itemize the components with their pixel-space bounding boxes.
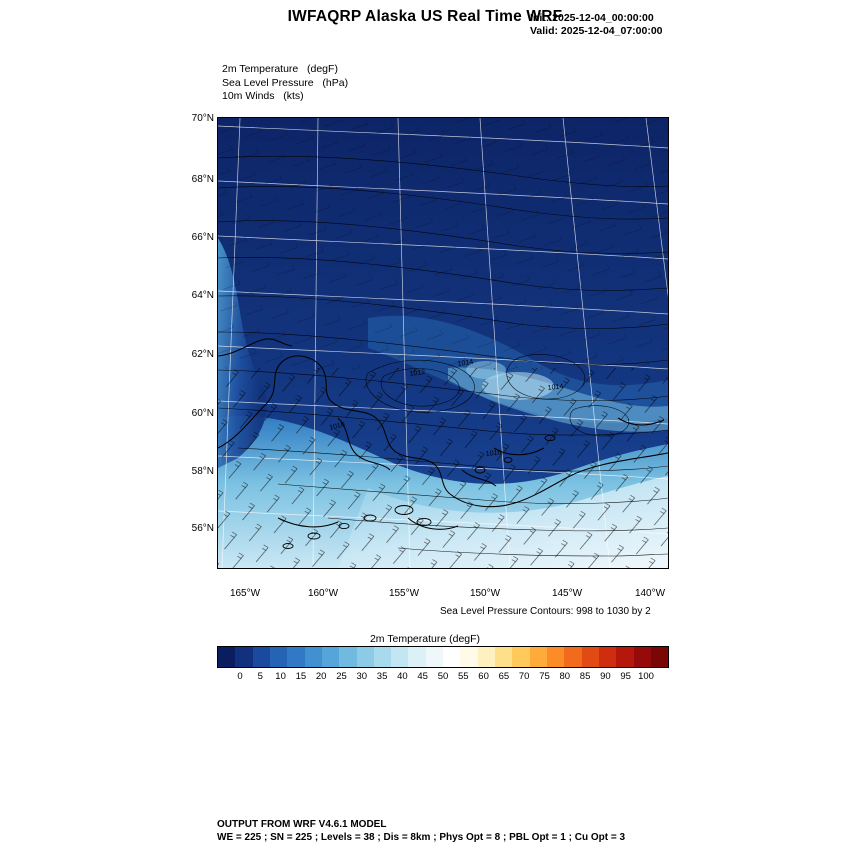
ylabel-62N: 62°N xyxy=(191,349,214,360)
colorbar-swatch xyxy=(512,647,529,667)
colorbar-swatch xyxy=(322,647,339,667)
colorbar-tick: 90 xyxy=(600,671,611,682)
colorbar-swatch xyxy=(426,647,443,667)
ylabel-64N: 64°N xyxy=(191,290,214,301)
valid-time: Valid: 2025-12-04_07:00:00 xyxy=(530,25,663,37)
colorbar-tick: 95 xyxy=(620,671,631,682)
field-temperature: 2m Temperature (degF) xyxy=(222,63,338,75)
colorbar xyxy=(217,646,669,668)
colorbar-swatch xyxy=(460,647,477,667)
colorbar-swatch xyxy=(651,647,668,667)
colorbar-swatch xyxy=(634,647,651,667)
colorbar-swatch xyxy=(599,647,616,667)
colorbar-swatch xyxy=(287,647,304,667)
colorbar-tick: 0 xyxy=(237,671,243,682)
ylabel-56N: 56°N xyxy=(191,523,214,534)
colorbar-tick: 30 xyxy=(356,671,368,682)
colorbar-tick: 25 xyxy=(336,671,347,682)
colorbar-tick: 45 xyxy=(417,671,428,682)
ylabel-58N: 58°N xyxy=(191,466,214,477)
colorbar-tick: 20 xyxy=(315,671,327,682)
model-footer xyxy=(217,818,625,844)
ylabel-66N: 66°N xyxy=(191,232,214,243)
footer-line-2: WE = 225 ; SN = 225 ; Levels = 38 ; Dis = 8km ; Phys Opt = 8 ; PBL Opt = 1 ; Cu Opt = 3 xyxy=(217,832,626,843)
xlabel-140W: 140°W xyxy=(634,588,666,599)
contour-note: Sea Level Pressure Contours: 998 to 1030 by 2 xyxy=(440,606,651,617)
colorbar-swatch xyxy=(253,647,270,667)
colorbar-tick: 10 xyxy=(275,671,286,682)
colorbar-title: 2m Temperature (degF) xyxy=(369,633,481,645)
field-list xyxy=(222,63,348,104)
ylabel-68N: 68°N xyxy=(191,174,214,185)
footer-line-1: OUTPUT FROM WRF V4.6.1 MODEL xyxy=(217,819,387,830)
colorbar-swatch xyxy=(564,647,581,667)
colorbar-swatch xyxy=(391,647,408,667)
colorbar-tick: 70 xyxy=(518,671,530,682)
colorbar-tick: 40 xyxy=(397,671,408,682)
colorbar-swatch xyxy=(495,647,512,667)
xlabel-150W: 150°W xyxy=(469,588,501,599)
colorbar-swatch xyxy=(235,647,252,667)
colorbar-swatch xyxy=(305,647,322,667)
colorbar-tick: 65 xyxy=(498,671,510,682)
colorbar-swatch xyxy=(374,647,391,667)
colorbar-swatch xyxy=(616,647,633,667)
xlabel-160W: 160°W xyxy=(307,588,339,599)
colorbar-swatch xyxy=(357,647,374,667)
map-plot-area xyxy=(217,117,669,569)
colorbar-tick: 15 xyxy=(295,671,307,682)
map-canvas xyxy=(218,118,668,568)
colorbar-swatch xyxy=(547,647,564,667)
colorbar-swatch xyxy=(530,647,547,667)
ylabel-70N: 70°N xyxy=(191,113,214,124)
init-time: Init: 2025-12-04_00:00:00 xyxy=(530,12,654,24)
colorbar-swatch xyxy=(408,647,425,667)
ylabel-60N: 60°N xyxy=(191,408,214,419)
colorbar-tick: 35 xyxy=(376,671,388,682)
xlabel-165W: 165°W xyxy=(229,588,261,599)
colorbar-tick: 100 xyxy=(638,671,654,682)
colorbar-tick: 75 xyxy=(539,671,550,682)
colorbar-swatch xyxy=(443,647,460,667)
field-winds: 10m Winds (kts) xyxy=(222,90,304,102)
colorbar-swatch xyxy=(270,647,287,667)
run-time-block xyxy=(530,12,663,38)
colorbar-swatch xyxy=(339,647,356,667)
colorbar-tick: 5 xyxy=(257,671,263,682)
colorbar-ticks xyxy=(217,671,669,685)
field-pressure: Sea Level Pressure (hPa) xyxy=(222,76,349,89)
xlabel-145W: 145°W xyxy=(551,588,583,599)
colorbar-tick: 55 xyxy=(458,671,469,682)
colorbar-tick: 85 xyxy=(579,671,591,682)
xlabel-155W: 155°W xyxy=(388,588,420,599)
colorbar-tick: 60 xyxy=(478,671,489,682)
colorbar-swatch xyxy=(478,647,495,667)
colorbar-swatch xyxy=(582,647,599,667)
page-title: IWFAQRP Alaska US Real Time WRF xyxy=(287,8,563,25)
colorbar-tick: 80 xyxy=(559,671,571,682)
colorbar-swatch xyxy=(218,647,235,667)
colorbar-tick: 50 xyxy=(437,671,449,682)
